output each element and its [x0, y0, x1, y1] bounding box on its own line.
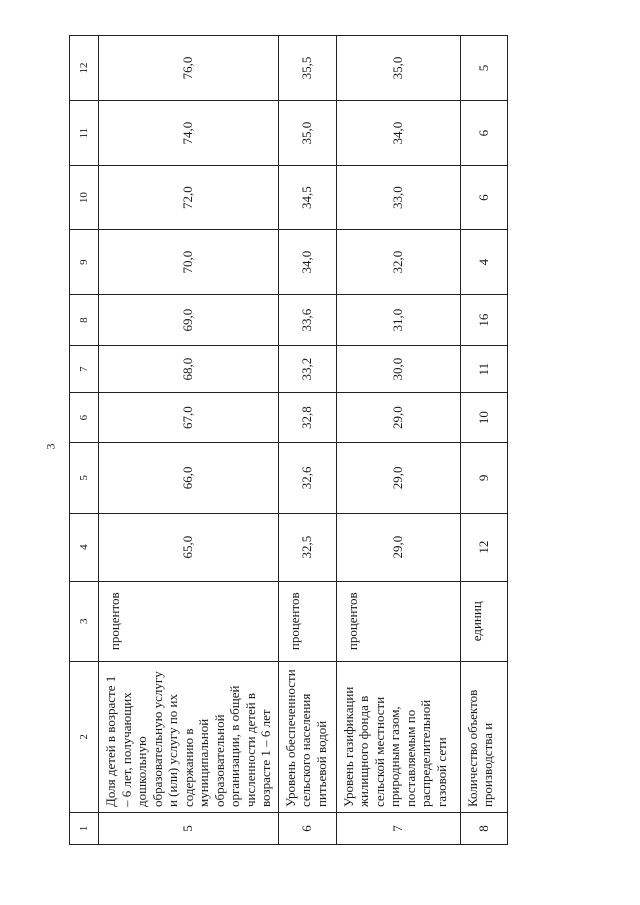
value-cell: 32,8 [278, 393, 336, 443]
value-cell: 74,0 [99, 101, 279, 166]
value-cell: 70,0 [99, 230, 279, 295]
value-cell: 66,0 [99, 443, 279, 513]
value-cell: 11 [460, 346, 507, 393]
value-cell: 35,0 [336, 36, 460, 101]
column-header: 8 [70, 295, 99, 346]
indicator-name: Количество объектов производства и [460, 661, 507, 812]
unit-cell: процентов [99, 581, 279, 661]
indicators-table-container [69, 35, 500, 845]
value-cell: 72,0 [99, 166, 279, 230]
value-cell: 68,0 [99, 346, 279, 393]
table-row [278, 36, 336, 845]
row-number: 7 [336, 813, 460, 845]
row-number: 6 [278, 813, 336, 845]
value-cell: 29,0 [336, 443, 460, 513]
page-number: 3 [43, 443, 58, 450]
column-header: 10 [70, 166, 99, 230]
column-header: 2 [70, 661, 99, 812]
value-cell: 33,6 [278, 295, 336, 346]
indicator-name: Доля детей в возрасте 1 – 6 лет, получающих дошкольную образовательную услугу и (или) услугу по их содержанию в муниципальной образовательной организации, в общей численности детей в возрасте 1 – 6 лет [99, 661, 279, 812]
value-cell: 4 [460, 230, 507, 295]
value-cell: 32,6 [278, 443, 336, 513]
value-cell: 5 [460, 36, 507, 101]
column-header: 11 [70, 101, 99, 166]
value-cell: 34,5 [278, 166, 336, 230]
row-number: 5 [99, 813, 279, 845]
column-header: 1 [70, 813, 99, 845]
table-row [99, 36, 279, 845]
column-header: 3 [70, 581, 99, 661]
value-cell: 10 [460, 393, 507, 443]
value-cell: 33,2 [278, 346, 336, 393]
indicator-name: Уровень газификации жилищного фонда в сельской местности природным газом, поставляемым по распределительной газовой сети [336, 661, 460, 812]
value-cell: 34,0 [336, 101, 460, 166]
value-cell: 33,0 [336, 166, 460, 230]
value-cell: 69,0 [99, 295, 279, 346]
unit-cell: процентов [278, 581, 336, 661]
value-cell: 29,0 [336, 513, 460, 581]
value-cell: 30,0 [336, 346, 460, 393]
value-cell: 12 [460, 513, 507, 581]
value-cell: 6 [460, 166, 507, 230]
column-header: 12 [70, 36, 99, 101]
value-cell: 34,0 [278, 230, 336, 295]
value-cell: 9 [460, 443, 507, 513]
column-header: 9 [70, 230, 99, 295]
value-cell: 76,0 [99, 36, 279, 101]
indicator-name: Уровень обеспеченности сельского населения питьевой водой [278, 661, 336, 812]
row-number: 8 [460, 813, 507, 845]
value-cell: 65,0 [99, 513, 279, 581]
unit-cell: процентов [336, 581, 460, 661]
value-cell: 35,5 [278, 36, 336, 101]
unit-cell: единиц [460, 581, 507, 661]
value-cell: 35,0 [278, 101, 336, 166]
table-row [460, 36, 507, 845]
value-cell: 32,0 [336, 230, 460, 295]
column-header: 7 [70, 346, 99, 393]
header-row [70, 36, 99, 845]
value-cell: 29,0 [336, 393, 460, 443]
value-cell: 31,0 [336, 295, 460, 346]
column-header: 4 [70, 513, 99, 581]
column-header: 5 [70, 443, 99, 513]
table-row [336, 36, 460, 845]
value-cell: 67,0 [99, 393, 279, 443]
value-cell: 6 [460, 101, 507, 166]
column-header: 6 [70, 393, 99, 443]
value-cell: 16 [460, 295, 507, 346]
value-cell: 32,5 [278, 513, 336, 581]
indicators-table [69, 35, 508, 845]
